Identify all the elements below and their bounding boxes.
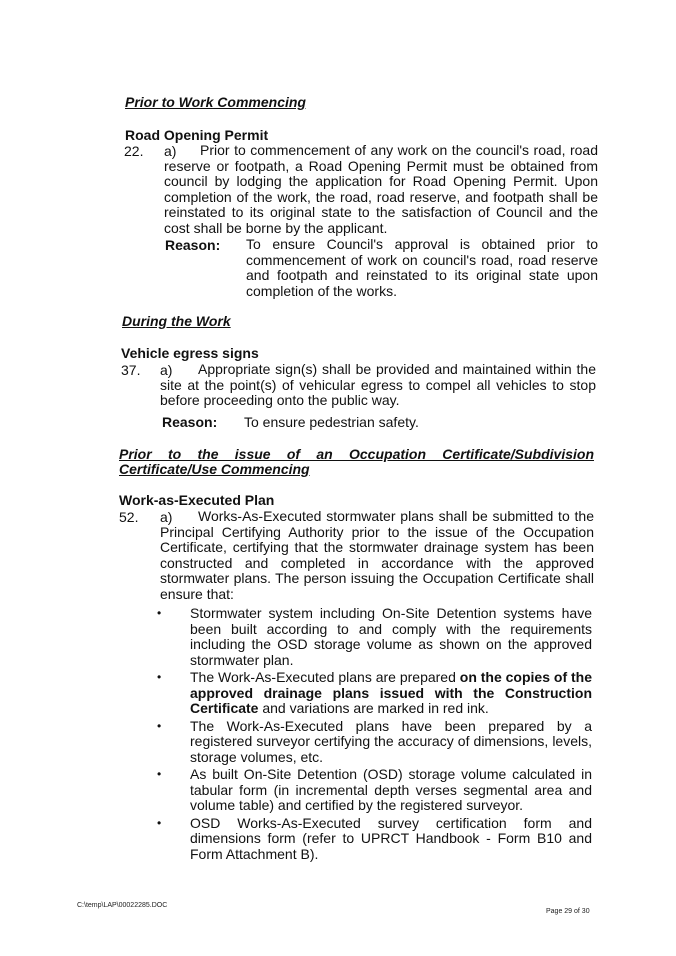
list-item — [157, 814, 592, 863]
list-item-bold-text: on the copies of the approved drainage plans issued with the Construction Certificate — [190, 669, 592, 716]
item-number-52: 52. — [119, 509, 139, 525]
item-letter-a: a) — [160, 509, 173, 525]
list-item-text: and variations are marked in red ink. — [258, 700, 489, 716]
work-as-executed-text: Works-As-Executed stormwater plans shall be submitted to the Principal Certifying Authority prior to the issue of the Occupation Certificate, certifying that the stormwater drainage system has been constructed and completed in accordance with the approved stormwater plans. The person issuing the Occupation Certificate shall ensure that: — [160, 508, 594, 602]
footer-file-path: C:\temp\LAP\00022285.DOC — [77, 902, 168, 909]
item-number-22: 22. — [124, 143, 144, 159]
section-heading-prior-to-work: Prior to Work Commencing — [125, 94, 306, 110]
list-item-text: As built On-Site Detention (OSD) storage volume calculated in tabular form (in incremental depth verses segmental area and volume table) and certified by the registered surveyor. — [190, 766, 592, 813]
bullet-icon: • — [157, 767, 162, 781]
road-opening-text: Prior to commencement of any work on the council's road, road reserve or footpath, a Road Opening Permit must be obtained from council by lodging the application for Road Opening Permit. Upon completion of the work, the road, road reserve, and footpath shall be reinstated to its original state to the satisfaction of Council and the cost shall be borne by the applicant. — [164, 142, 598, 236]
vehicle-egress-reason: To ensure pedestrian safety. — [244, 414, 419, 430]
item-heading-vehicle-egress: Vehicle egress signs — [121, 345, 259, 361]
list-item — [157, 766, 592, 814]
bullet-icon: • — [157, 606, 162, 620]
list-item — [157, 605, 592, 668]
section-heading-during-work: During the Work — [122, 313, 231, 329]
item-letter-a: a) — [160, 362, 173, 378]
vehicle-egress-text: Appropriate sign(s) shall be provided and maintained within the site at the point(s) of vehicular egress to compel all vehicles to stop before proceeding onto the public way. — [160, 361, 596, 408]
reason-label: Reason: — [165, 237, 221, 253]
requirements-list — [157, 605, 592, 864]
list-item-text: The Work-As-Executed plans have been prepared by a registered surveyor certifying the accuracy of dimensions, levels, storage volumes, etc. — [190, 717, 592, 765]
section-heading-prior-issue-line2: Certificate/Use Commencing — [119, 461, 310, 477]
list-item — [157, 669, 592, 717]
section-heading-prior-issue-line1: Prior to the issue of an Occupation Certificate/Subdivision — [119, 446, 594, 462]
item-letter-a: a) — [164, 143, 177, 159]
bullet-icon: • — [157, 815, 162, 830]
bullet-icon: • — [157, 718, 162, 733]
list-item-text: The Work-As-Executed plans are prepared — [190, 669, 460, 685]
footer-page-number: Page 29 of 30 — [546, 908, 590, 915]
item-heading-road-opening: Road Opening Permit — [125, 127, 269, 143]
reason-label: Reason: — [162, 414, 218, 430]
road-opening-reason: To ensure Council's approval is obtained prior to commencement of work on council's road, road reserve and footpath and reinstated to its original state upon completion of the works. — [246, 236, 598, 299]
item-heading-work-as-executed: Work-as-Executed Plan — [119, 492, 275, 508]
item-number-37: 37. — [121, 362, 141, 378]
list-item-text: Stormwater system including On-Site Detention systems have been built according to and comply with the requirements including the OSD storage volume as shown on the approved stormwater plan. — [190, 605, 592, 668]
bullet-icon: • — [157, 670, 162, 684]
list-item — [157, 717, 592, 766]
list-item-text: OSD Works-As-Executed survey certification form and dimensions form (refer to UPRCT Handbook - Form B10 and Form Attachment B). — [190, 814, 592, 862]
